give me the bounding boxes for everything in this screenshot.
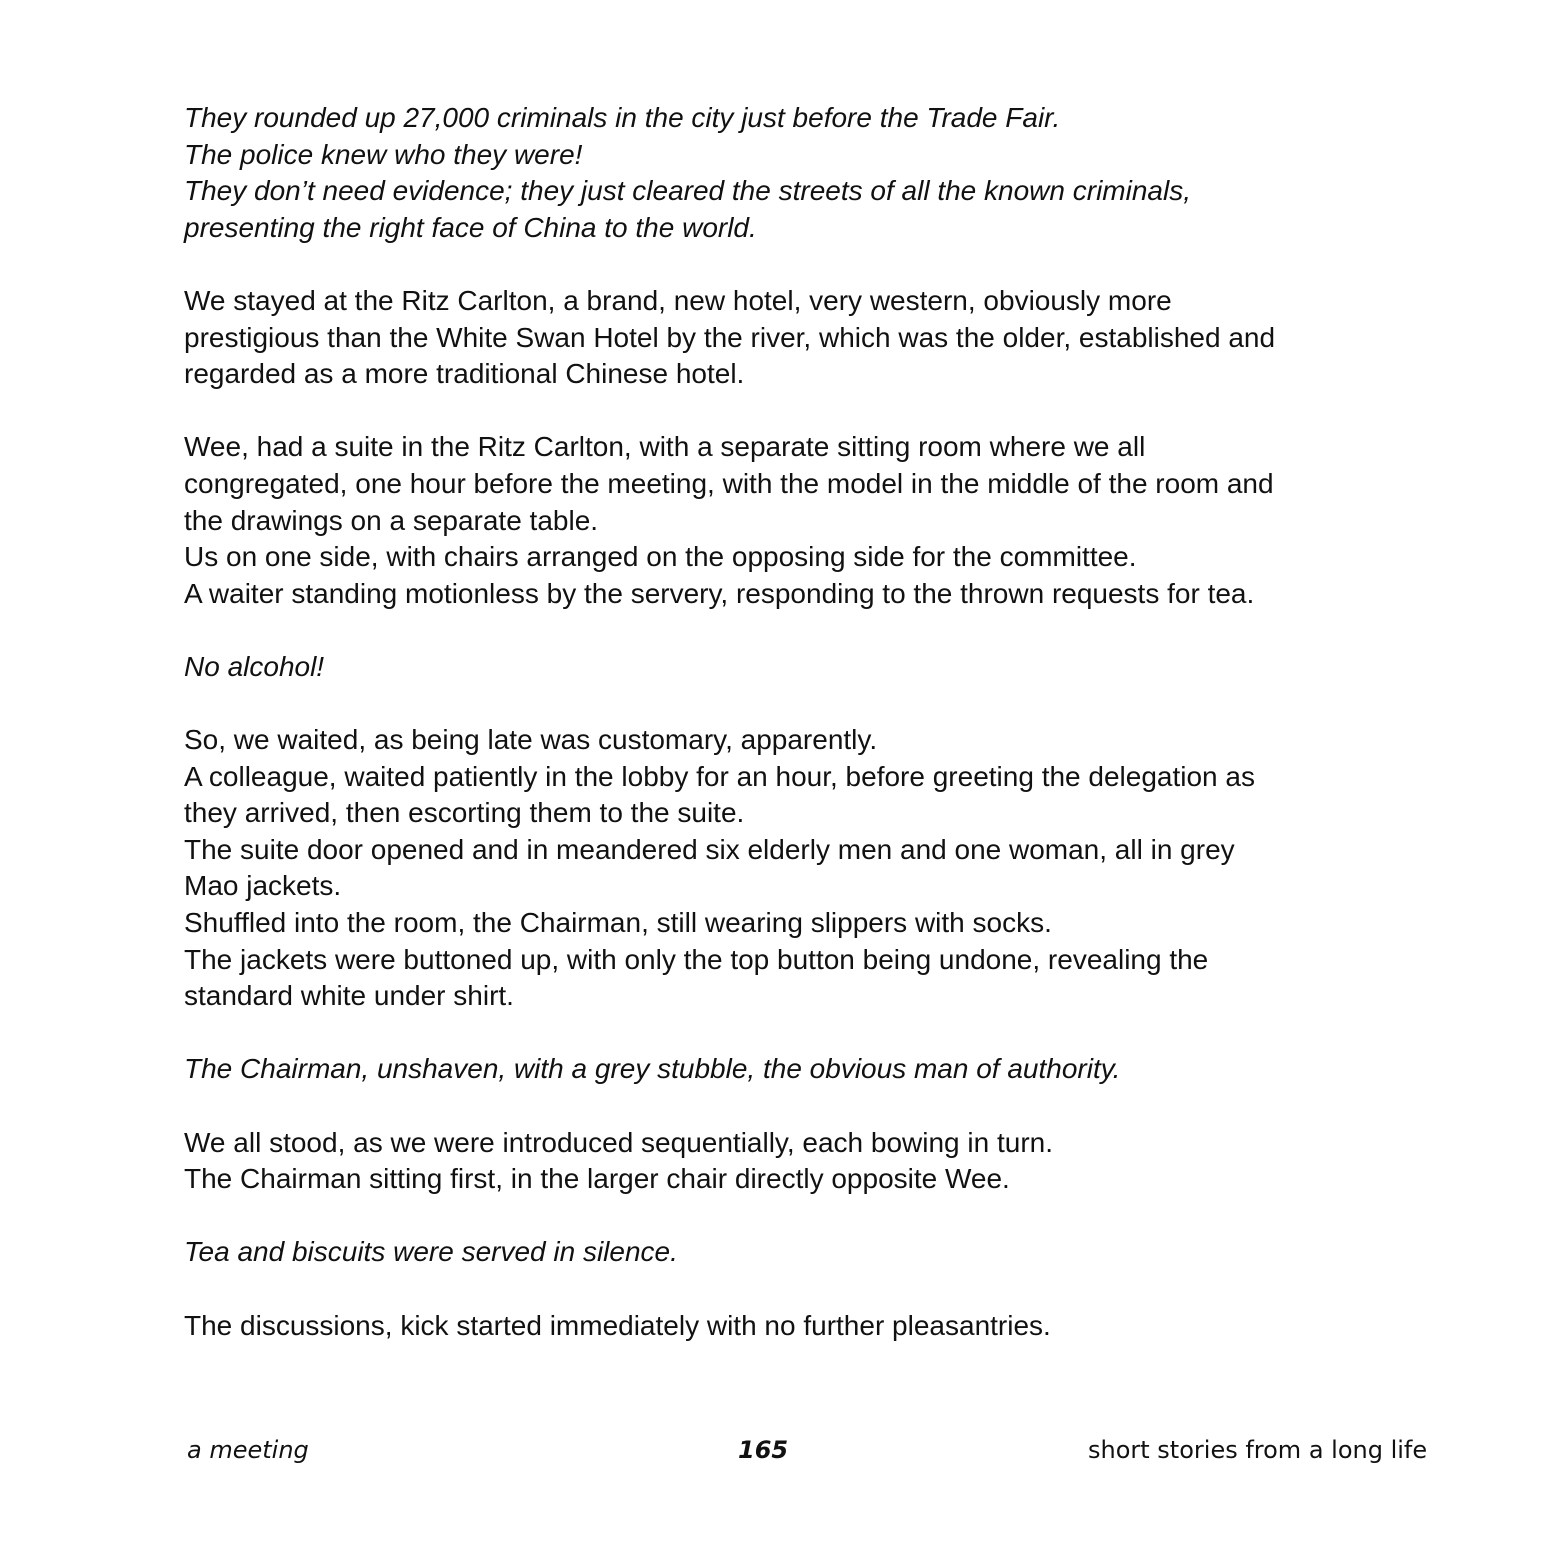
text-line: standard white under shirt. [184,980,514,1012]
paragraph [184,100,1434,246]
footer-chapter-title: a meeting [187,1436,309,1464]
footer-page-number: 165 [738,1436,789,1464]
footer-book-title: short stories from a long life [1088,1436,1428,1464]
text-line: They rounded up 27,000 criminals in the city just before the Trade Fair. [184,102,1061,133]
paragraph [184,429,1434,612]
paragraph [184,1308,1434,1345]
text-line: The Chairman, unshaven, with a grey stubble, the obvious man of authority. [184,1053,1121,1085]
text-line: We stayed at the Ritz Carlton, a brand, new hotel, very western, obviously more [184,284,1172,316]
text-line: A waiter standing motionless by the servery, responding to the thrown requests for tea. [184,577,1255,609]
text-line: The suite door opened and in meandered six elderly men and one woman, all in grey [184,833,1235,865]
text-line: prestigious than the White Swan Hotel by the river, which was the older, established and [184,321,1276,353]
paragraph [184,283,1434,393]
paragraph [184,649,1434,686]
text-line: So, we waited, as being late was customary, apparently. [184,724,878,756]
text-line: A colleague, waited patiently in the lobby for an hour, before greeting the delegation as [184,760,1255,792]
text-line: congregated, one hour before the meeting, with the model in the middle of the room and [184,467,1274,499]
text-line: Mao jackets. [184,870,342,902]
text-line: the drawings on a separate table. [184,504,599,536]
text-line: they arrived, then escorting them to the suite. [184,797,745,829]
paragraph [184,1125,1434,1198]
text-line: regarded as a more traditional Chinese hotel. [184,358,745,390]
text-line: The Chairman sitting first, in the larger chair directly opposite Wee. [184,1163,1010,1195]
text-line: The jackets were buttoned up, with only the top button being undone, revealing the [184,943,1209,975]
paragraph [184,1051,1434,1088]
text-line: We all stood, as we were introduced sequentially, each bowing in turn. [184,1126,1054,1158]
body-text [184,100,1434,1381]
text-line: presenting the right face of China to the world. [184,211,757,243]
paragraph [184,1234,1434,1271]
text-line: Us on one side, with chairs arranged on the opposing side for the committee. [184,541,1137,573]
text-line: They don’t need evidence; they just cleared the streets of all the known criminals, [184,175,1191,207]
paragraph [184,722,1434,1015]
text-line: Shuffled into the room, the Chairman, still wearing slippers with socks. [184,907,1052,939]
text-line: The discussions, kick started immediately with no further pleasantries. [184,1309,1051,1341]
text-line: No alcohol! [184,650,325,682]
text-line: Wee, had a suite in the Ritz Carlton, with a separate sitting room where we all [184,431,1146,463]
text-line: The police knew who they were! [184,138,583,170]
text-line: Tea and biscuits were served in silence. [184,1236,678,1268]
